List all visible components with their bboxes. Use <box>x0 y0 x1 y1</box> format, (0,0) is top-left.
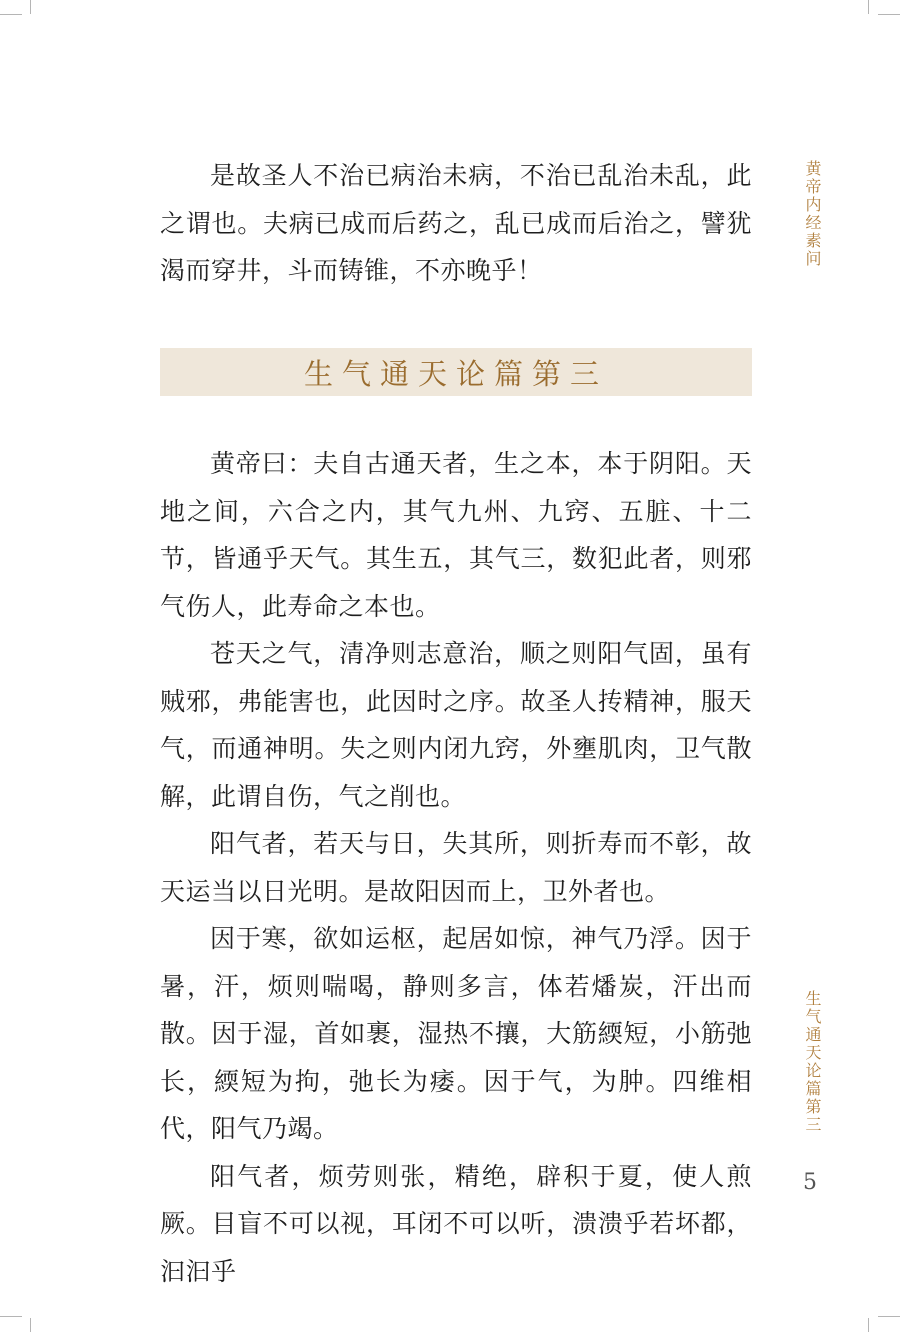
crop-mark <box>878 1316 900 1317</box>
paragraph: 苍天之气，清净则志意治，顺之则阳气固，虽有贼邪，弗能害也，此因时之序。故圣人抟精神，服天气，而通神明。失之则内闭九窍，外壅肌肉，卫气散解，此谓自伤，气之削也。 <box>160 639 752 811</box>
chapter-title: 生气通天论篇第三 <box>303 356 608 391</box>
crop-mark <box>0 14 22 15</box>
intro-text-block <box>160 152 752 295</box>
chapter-title-band <box>160 348 752 396</box>
crop-mark <box>878 14 900 15</box>
paragraph: 因于寒，欲如运枢，起居如惊，神气乃浮。因于暑，汗，烦则喘喝，静则多言，体若燔炭，汗出而散。因于湿，首如裹，湿热不攘，大筋緛短，小筋弛长，緛短为拘，弛长为痿。因于气，为肿。四维相代，阳气乃竭。 <box>160 924 752 1143</box>
running-head-book-title: 黄帝内经素问 <box>803 160 822 268</box>
crop-mark <box>868 0 869 14</box>
main-text-block <box>160 440 752 1295</box>
paragraph: 阳气者，烦劳则张，精绝，辟积于夏，使人煎厥。目盲不可以视，耳闭不可以听，溃溃乎若坏都，汩汩乎 <box>160 1161 752 1286</box>
crop-mark <box>30 1318 31 1332</box>
paragraph: 黄帝曰：夫自古通天者，生之本，本于阴阳。天地之间，六合之内，其气九州、九窍、五脏、十二节，皆通乎天气。其生五，其气三，数犯此者，则邪气伤人，此寿命之本也。 <box>160 449 752 621</box>
crop-mark <box>30 0 31 14</box>
running-head-chapter: 生气通天论篇第三 <box>803 990 822 1134</box>
paragraph: 阳气者，若天与日，失其所，则折寿而不彰，故天运当以日光明。是故阳因而上，卫外者也。 <box>160 829 752 906</box>
paragraph: 是故圣人不治已病治未病，不治已乱治未乱，此之谓也。夫病已成而后药之，乱已成而后治之，譬犹渴而穿井，斗而铸锥，不亦晚乎！ <box>160 161 752 285</box>
crop-mark <box>868 1318 869 1332</box>
crop-mark <box>0 1316 22 1317</box>
page-number: 5 <box>803 1170 817 1195</box>
